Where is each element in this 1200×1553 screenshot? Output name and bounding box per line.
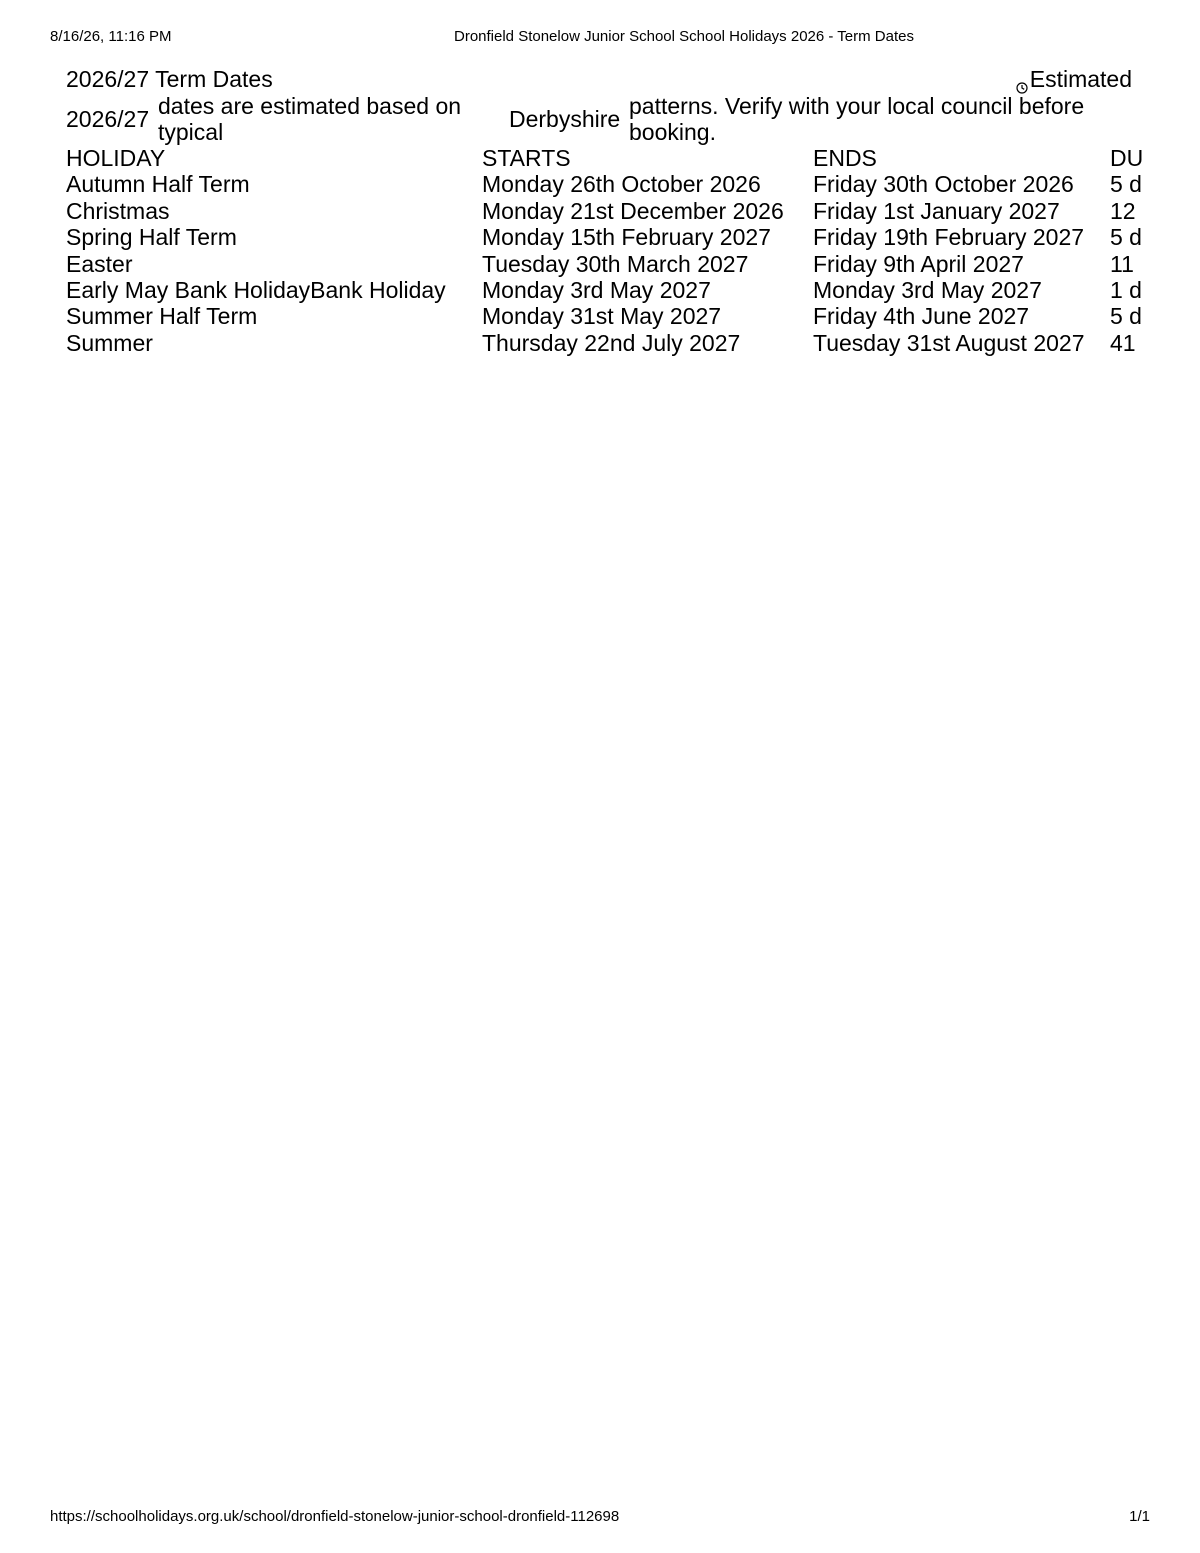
print-datetime: 8/16/26, 11:16 PM [50, 28, 172, 45]
holiday-duration: 5 d [1110, 171, 1142, 198]
holiday-start: Thursday 22nd July 2027 [482, 329, 741, 356]
table-header-row [66, 145, 1156, 171]
print-header [50, 28, 1150, 48]
notice-text-part2: patterns. Verify with your local council before booking. [629, 93, 1085, 145]
holiday-duration: 1 d [1110, 276, 1142, 303]
holiday-name: Autumn Half Term [66, 171, 250, 198]
holiday-start: Monday 3rd May 2027 [482, 276, 711, 303]
page-number: 1/1 [1129, 1508, 1150, 1525]
holiday-end: Tuesday 31st August 2027 [813, 329, 1085, 356]
table-row [66, 277, 1156, 303]
holiday-duration: 5 d [1110, 224, 1142, 251]
column-header-starts: STARTS [482, 145, 571, 171]
holiday-name: Early May Bank HolidayBank Holiday [66, 276, 446, 303]
holiday-start: Monday 15th February 2027 [482, 224, 771, 251]
holiday-name: Easter [66, 250, 133, 277]
print-page-title: Dronfield Stonelow Junior School School Holidays 2026 - Term Dates [454, 28, 914, 45]
column-header-duration: DU [1110, 145, 1144, 171]
holiday-duration: 41 [1110, 329, 1136, 356]
holiday-duration: 5 d [1110, 303, 1142, 330]
column-header-ends: ENDS [813, 145, 877, 171]
notice-region: Derbyshire [509, 106, 621, 132]
holiday-start: Monday 26th October 2026 [482, 171, 761, 198]
holiday-duration: 11 [1110, 250, 1134, 277]
holiday-name: Summer Half Term [66, 303, 258, 330]
notice-text-part1: dates are estimated based on typical [158, 93, 462, 145]
print-footer [50, 1508, 1150, 1528]
estimated-label: Estimated [1029, 66, 1132, 92]
holiday-name: Spring Half Term [66, 224, 237, 251]
holiday-duration: 12 [1110, 197, 1136, 224]
table-row [66, 303, 1156, 329]
page-url: https://schoolholidays.org.uk/school/dronfield-stonelow-junior-school-dronfield-112698 [50, 1508, 620, 1525]
holiday-start: Monday 31st May 2027 [482, 303, 722, 330]
holiday-end: Friday 30th October 2026 [813, 171, 1074, 198]
clock-icon [1016, 73, 1028, 85]
section-heading: 2026/27 Term Dates [66, 66, 273, 92]
holiday-end: Friday 19th February 2027 [813, 224, 1085, 251]
table-row [66, 198, 1156, 224]
table-row [66, 330, 1156, 356]
holiday-end: Monday 3rd May 2027 [813, 276, 1042, 303]
holiday-name: Christmas [66, 197, 170, 224]
holiday-end: Friday 9th April 2027 [813, 250, 1024, 277]
table-row [66, 171, 1156, 197]
table-row [66, 251, 1156, 277]
holiday-start: Monday 21st December 2026 [482, 197, 784, 224]
holiday-end: Friday 4th June 2027 [813, 303, 1030, 330]
estimated-badge [1016, 66, 1132, 92]
term-dates-section [66, 64, 1144, 364]
term-dates-table [66, 145, 1156, 356]
holiday-start: Tuesday 30th March 2027 [482, 250, 749, 277]
notice-year: 2026/27 [66, 106, 150, 132]
table-row [66, 224, 1156, 250]
column-header-holiday: HOLIDAY [66, 145, 166, 171]
holiday-end: Friday 1st January 2027 [813, 197, 1060, 224]
estimate-notice [66, 93, 1132, 145]
holiday-name: Summer [66, 329, 153, 356]
